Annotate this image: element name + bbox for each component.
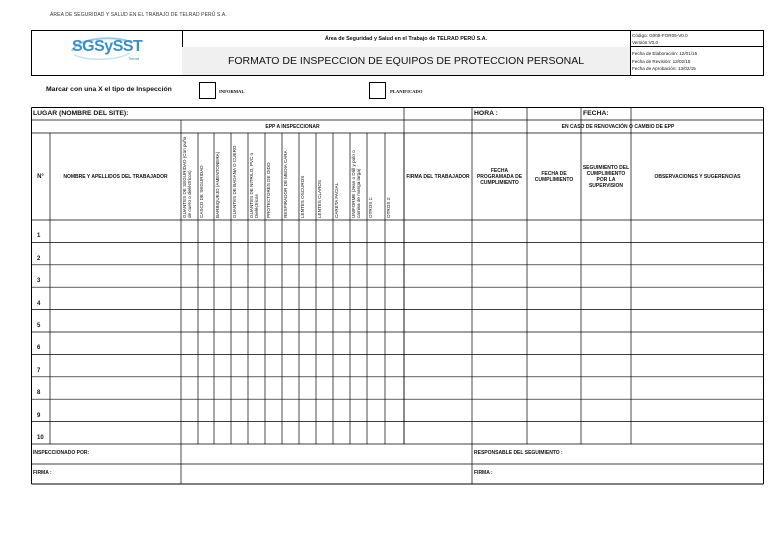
logo-subtext: Telrad [128, 56, 139, 61]
epp-item-1: GUANTES DE SEGURIDAD (Con puño de cuero o dieléctricos) [182, 136, 192, 218]
epp-item-10: CARETA FACIAL [334, 182, 339, 218]
epp-item-12: OTROS 1: [368, 196, 373, 218]
row-number: 10 [37, 435, 44, 441]
row-number: 9 [37, 412, 41, 419]
row-number: 1 [37, 233, 41, 240]
epp-item-4: GUANTES DE BADANA O CUERO [232, 145, 237, 218]
logo: SGSySST [72, 38, 143, 55]
responsable-label: RESPONSABLE DEL SEGUIMIENTO : [474, 450, 563, 456]
col-fecha-cumplimiento: FECHA DE CUMPLIMIENTO [534, 170, 574, 183]
code-version [630, 31, 763, 47]
renovacion-header: EN CASO DE RENOVACIÓN O CAMBIO DE EPP [561, 123, 675, 130]
epp-item-6: PROTECTORES DE OIDO [266, 162, 271, 218]
epp-item-2: CASCO DE SEGURIDAD [199, 165, 204, 218]
header-block [31, 30, 764, 76]
fecha-revision: Fecha de Revisión: 13/02/15 [632, 58, 691, 64]
doc-code: Código: G005-FOR05-V0.0 [632, 33, 688, 38]
epp-item-5: GUANTES DE NITRILO, PVC o Dieléctricos [249, 152, 259, 218]
doc-dates [630, 47, 763, 75]
epp-item-11: UNIFORME (Jean o Drill y polo o camisa de manga larga) [351, 150, 361, 218]
logo-cell [32, 31, 183, 75]
col-fecha-programada: FECHA PROGRAMADA DE CUMPLIMIENTO [476, 167, 523, 186]
row-number: 2 [37, 255, 41, 262]
informal-checkbox[interactable] [199, 82, 216, 99]
planificado-checkbox[interactable] [369, 82, 386, 99]
epp-header: EPP A INSPECCIONAR [265, 123, 320, 130]
epp-item-8: LENTES OSCUROS [300, 175, 305, 218]
inspection-grid [31, 107, 764, 485]
col-seguimiento: SEGUIMIENTO DEL CUMPLIMIENTO POR LA SUPERVISION [582, 164, 630, 189]
fecha-label: FECHA: [583, 109, 609, 117]
firma-responsable-label: FIRMA : [474, 470, 493, 476]
doc-version: Versión:V0.0 [632, 40, 659, 45]
epp-item-9: LENTES CLAROS [317, 179, 322, 218]
company-line: Área de Seguridad y Salud en el Trabajo de TELRAD PERÚ S.A. [182, 31, 631, 48]
col-firma: FIRMA DEL TRABAJADOR [406, 173, 470, 180]
fecha-aprobacion: Fecha de Aprobación: 13/02/15 [632, 66, 696, 71]
top-note: ÁREA DE SEGURIDAD Y SALUD EN EL TRABAJO DE TELRAD PERÚ S.A. [50, 12, 227, 18]
firma-inspector-label: FIRMA : [33, 470, 52, 476]
col-observaciones: OBSERVACIONES Y SUGERENCIAS [654, 173, 741, 180]
row-number: 3 [37, 278, 41, 285]
row-number: 7 [37, 367, 41, 374]
row-number: 8 [37, 390, 41, 397]
epp-item-7: RESPIRADOR DE MEDIA CARA [283, 150, 288, 218]
document-title: FORMATO DE INSPECCION DE EQUIPOS DE PROTECCION PERSONAL [182, 47, 631, 75]
epp-item-13: OTROS 2: [386, 196, 391, 218]
fecha-elaboracion: Fecha de Elaboración: 12/01/15 [632, 51, 698, 56]
inspeccionado-label: INSPECCIONADO POR: [33, 450, 90, 456]
col-nombre: NOMBRE Y APELLIDOS DEL TRABAJADOR [63, 173, 168, 180]
informal-label: INFORMAL [219, 89, 245, 94]
lugar-label: LUGAR (NOMBRE DEL SITE): [33, 109, 129, 117]
row-number: 4 [37, 300, 41, 307]
row-number: 6 [37, 345, 41, 352]
epp-item-3: BARBIQUEJO (AMENTONERA) [215, 151, 220, 218]
inspection-type-label: Marcar con una X el tipo de Inspección [46, 86, 172, 93]
hora-label: HORA : [474, 109, 498, 117]
col-numero: N° [37, 173, 44, 180]
row-number: 5 [37, 323, 41, 329]
planificado-label: PLANIFICADO [390, 89, 423, 94]
